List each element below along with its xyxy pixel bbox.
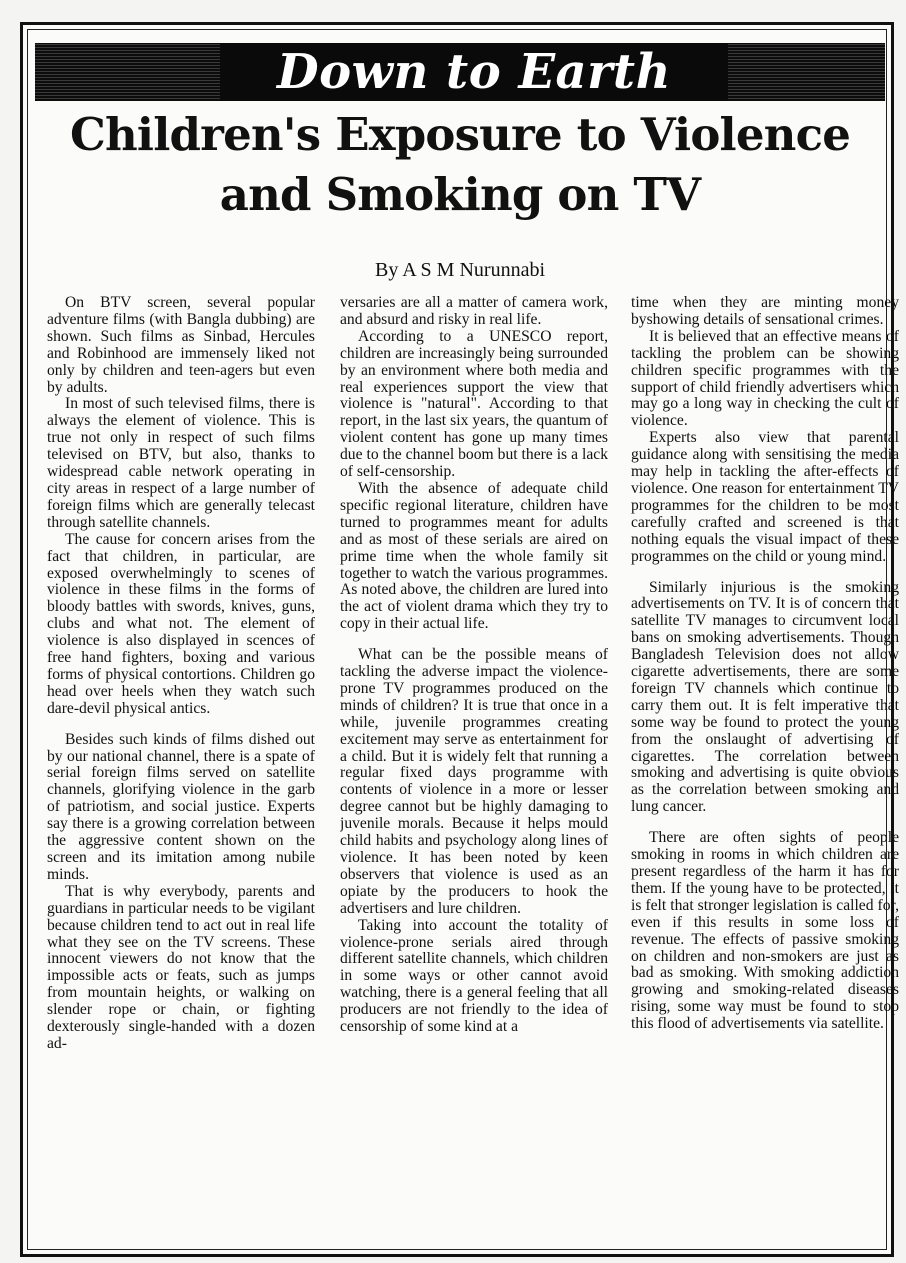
paragraph: Taking into account the totality of violence-prone serials aired through different satellite channels, which children in some ways or other cannot avoid watching, there is a general feeling that all producers are not friendly to the idea of censorship of some kind at a: [340, 916, 608, 1036]
paragraph: There are often sights of people smoking in rooms in which children are present regardless of the harm it has for them. If the young have to be protected, it is felt that stronger legislation is called for, even if this results in some loss of revenue. The effects of passive smoking on children and non-smokers are just as bad as smoking. With smoking addiction growing and smoking-related diseases rising, some way must be found to stop this flood of advertisements via satellite.: [631, 829, 899, 1033]
paragraph: Besides such kinds of films dished out by our national channel, there is a spate of serial foreign films served on satellite channels, glorifying violence in the garb of patriotism, and social justice. Experts say there is a growing correlation between the aggressive content shown on the screen and its imitation among nubile minds.: [47, 730, 315, 883]
banner-title-box: [220, 43, 728, 101]
paragraph: In most of such televised films, there is always the element of violence. This is true not only in respect of such films televised on BTV, but also, thanks to widespread cable network operating in city areas in respect of a large number of foreign films which are generally telecast through satellite channels.: [47, 395, 315, 531]
section-banner: [35, 43, 885, 101]
headline-line-1: Children's Exposure to Violence: [69, 108, 851, 161]
paragraph: That is why everybody, parents and guardians in particular needs to be vigilant because children tend to act out in real life what they see on the TV screens. These innocent viewers do not know that the impossible acts or feats, such as jumps from mountain heights, or walking on slender rope or chain, or fighting dexterously single-handed with a dozen ad-: [47, 882, 315, 1052]
article-frame: [20, 22, 899, 1257]
section-title: Down to Earth: [276, 44, 671, 100]
paragraph: time when they are minting money byshowing details of sensational crimes.: [631, 295, 899, 328]
article-headline: [35, 105, 885, 225]
paragraph: versaries are all a matter of camera work, and absurd and risky in real life.: [340, 295, 608, 328]
paragraph: Experts also view that parental guidance along with sensitising the media may help in tackling the after-effects of violence. One reason for entertainment TV programmes for the children to be most carefully crafted and screened is that nothing equals the visual impact of these programmes on the child or young mind.: [631, 429, 899, 565]
article-column-2: [340, 295, 608, 1255]
paragraph: It is believed that an effective means of tackling the problem can be showing children specific programmes with the support of child friendly advertisers which may go a long way in checking the cult of violence.: [631, 327, 899, 430]
headline-line-2: and Smoking on TV: [219, 168, 701, 221]
paragraph: On BTV screen, several popular adventure films (with Bangla dubbing) are shown. Such films as Sinbad, Hercules and Robinhood are immensely liked not only by children and teen-agers but even by adults.: [47, 295, 315, 396]
paragraph: The cause for concern arises from the fact that children, in particular, are exposed overwhelmingly to scenes of violence in these films in the forms of bloody battles with swords, knives, guns, clubs and what not. The element of violence is also displayed in scences of free hand fighters, boxing and various forms of physical contortions. Children go head over heels when they watch such dare-devil physical antics.: [47, 530, 315, 717]
article-column-1: [47, 295, 315, 1255]
paragraph: With the absence of adequate child specific regional literature, children have turned to programmes meant for adults and as most of these serials are aired on prime time when the whole family sit together to watch the various programmes. As noted above, the children are lured into the act of violent drama which they try to copy in their actual life.: [340, 479, 608, 633]
article-byline: By A S M Nurunnabi: [374, 259, 546, 281]
paragraph: What can be the possible means of tackling the adverse impact the violence-prone TV programmes produced on the minds of children? It is true that once in a while, juvenile programmes creating excitement may serve as entertainment for a child. But it is widely felt that running a regular fixed days programme with contents of violence in a more or lesser degree cannot but be highly damaging to juvenile morals. Because it helps mould child habits and psychology along lines of violence. It has been noted by keen observers that violence is used as an opiate by the producers to hook the advertisers and lure children.: [340, 646, 608, 917]
paragraph: Similarly injurious is the smoking advertisements on TV. It is of concern that satellite TV manages to circumvent local bans on smoking advertisements. Though Bangladesh Television does not allow cigarette advertisements, there are some foreign TV channels which continue to carry them out. It is felt imperative that some way be found to protect the young from the onslaught of advertising of cigarettes. The correlation between smoking and advertising is quite obvious as the correlation between smoking and lung cancer.: [631, 578, 899, 816]
article-column-3: [631, 295, 899, 1255]
paragraph: According to a UNESCO report, children are increasingly being surrounded by an environment where both media and real experiences support the view that violence is "natural". According to that report, in the last six years, the quantum of violent content has gone up many times due to the channel boom but there is a lack of self-censorship.: [340, 327, 608, 481]
